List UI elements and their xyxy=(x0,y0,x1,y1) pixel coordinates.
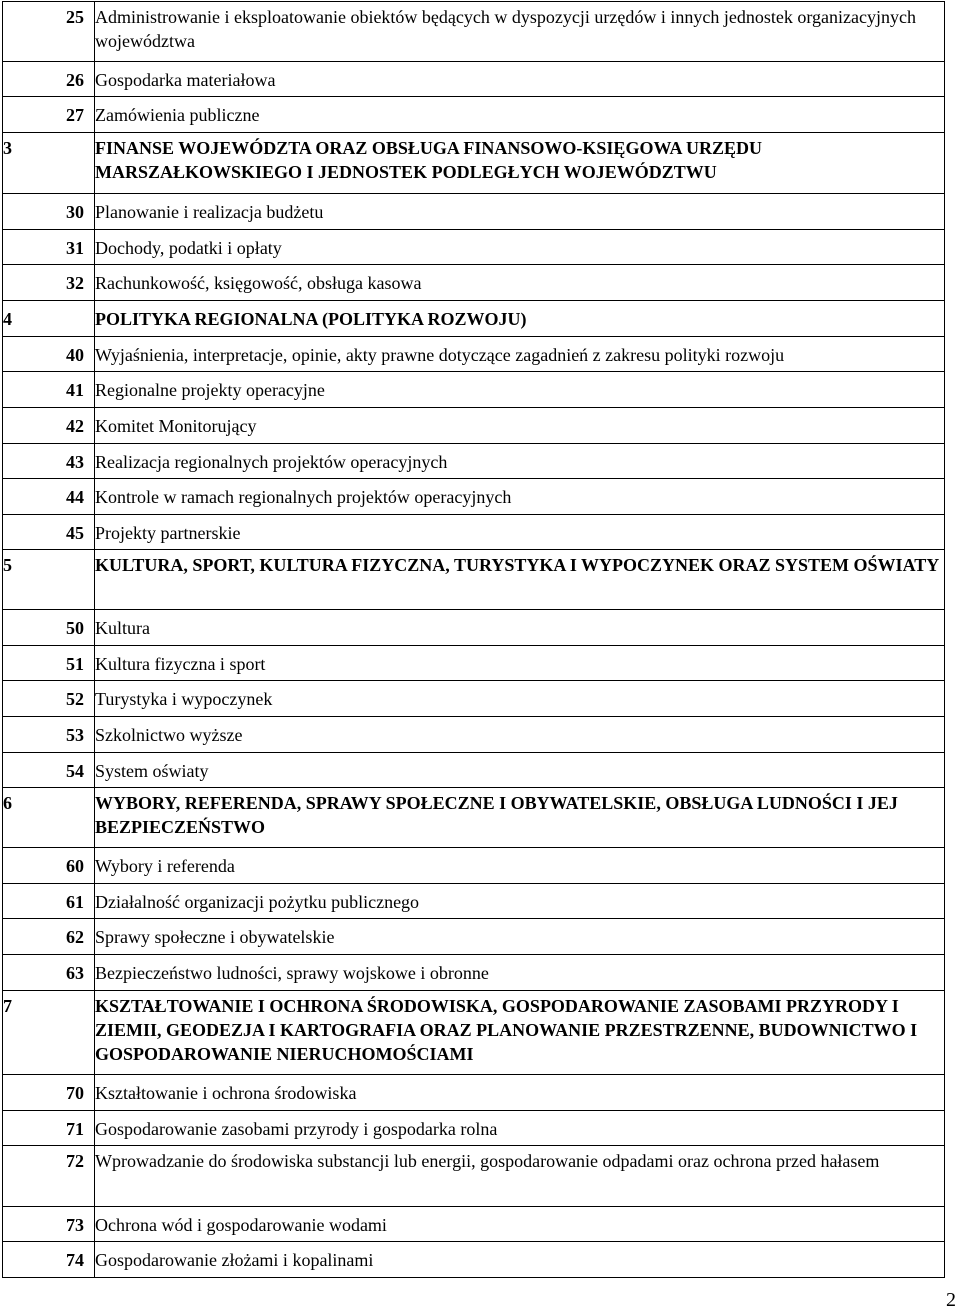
row-code: 70 xyxy=(3,1075,95,1111)
section-row xyxy=(3,788,945,848)
table-row xyxy=(3,337,945,372)
row-code: 54 xyxy=(3,753,95,788)
row-text: Dochody, podatki i opłaty xyxy=(95,230,945,265)
table-row xyxy=(3,717,945,753)
row-text: Kultura xyxy=(95,610,945,646)
table-row xyxy=(3,372,945,408)
row-code: 27 xyxy=(3,97,95,133)
table-row xyxy=(3,753,945,788)
table-row xyxy=(3,610,945,646)
row-text: Gospodarowanie złożami i kopalinami xyxy=(95,1242,945,1278)
row-code: 4 xyxy=(3,301,95,337)
row-text: Kontrole w ramach regionalnych projektów operacyjnych xyxy=(95,479,945,515)
row-text: Komitet Monitorujący xyxy=(95,408,945,444)
row-text: WYBORY, REFERENDA, SPRAWY SPOŁECZNE I OBYWATELSKIE, OBSŁUGA LUDNOŚCI I JEJ BEZPIECZEŃSTWO xyxy=(95,788,945,848)
row-code: 44 xyxy=(3,479,95,515)
row-code: 53 xyxy=(3,717,95,753)
table-row xyxy=(3,97,945,133)
table-row xyxy=(3,1146,945,1207)
row-text: System oświaty xyxy=(95,753,945,788)
table-row xyxy=(3,919,945,955)
row-code: 62 xyxy=(3,919,95,955)
row-code: 51 xyxy=(3,646,95,681)
table-row xyxy=(3,646,945,681)
table-row xyxy=(3,955,945,991)
table-row xyxy=(3,515,945,550)
row-text: Regionalne projekty operacyjne xyxy=(95,372,945,408)
row-text: FINANSE WOJEWÓDZTA ORAZ OBSŁUGA FINANSOWO-KSIĘGOWA URZĘDU MARSZAŁKOWSKIEGO I JEDNOSTEK PODLEGŁYCH WOJEWÓDZTWU xyxy=(95,133,945,194)
row-code: 74 xyxy=(3,1242,95,1278)
row-text: KSZTAŁTOWANIE I OCHRONA ŚRODOWISKA, GOSPODAROWANIE ZASOBAMI PRZYRODY I ZIEMII, GEODEZJA I KARTOGRAFIA ORAZ PLANOWANIE PRZESTRZENNE, BUDOWNICTWO I GOSPODAROWANIE NIERUCHOMOŚCIAMI xyxy=(95,991,945,1075)
row-text: KULTURA, SPORT, KULTURA FIZYCZNA, TURYSTYKA I WYPOCZYNEK ORAZ SYSTEM OŚWIATY xyxy=(95,550,945,610)
row-text: POLITYKA REGIONALNA (POLITYKA ROZWOJU) xyxy=(95,301,945,337)
section-row xyxy=(3,991,945,1075)
table-row xyxy=(3,1242,945,1278)
table-row xyxy=(3,848,945,884)
row-text: Gospodarowanie zasobami przyrody i gospodarka rolna xyxy=(95,1111,945,1146)
row-code: 26 xyxy=(3,62,95,97)
row-text: Kultura fizyczna i sport xyxy=(95,646,945,681)
row-code: 72 xyxy=(3,1146,95,1207)
row-text: Gospodarka materiałowa xyxy=(95,62,945,97)
row-text: Projekty partnerskie xyxy=(95,515,945,550)
row-text: Realizacja regionalnych projektów operacyjnych xyxy=(95,444,945,479)
row-text: Zamówienia publiczne xyxy=(95,97,945,133)
row-code: 61 xyxy=(3,884,95,919)
row-text: Administrowanie i eksploatowanie obiektów będących w dyspozycji urzędów i innych jednostek organizacyjnych województwa xyxy=(95,2,945,62)
row-code: 40 xyxy=(3,337,95,372)
table-row xyxy=(3,2,945,62)
row-text: Ochrona wód i gospodarowanie wodami xyxy=(95,1207,945,1242)
row-code: 32 xyxy=(3,265,95,301)
row-code: 50 xyxy=(3,610,95,646)
page-number: 2 xyxy=(946,1289,956,1311)
row-code: 7 xyxy=(3,991,95,1075)
row-code: 3 xyxy=(3,133,95,194)
row-code: 6 xyxy=(3,788,95,848)
section-row xyxy=(3,133,945,194)
table-row xyxy=(3,1207,945,1242)
row-text: Wybory i referenda xyxy=(95,848,945,884)
table-row xyxy=(3,1111,945,1146)
row-code: 41 xyxy=(3,372,95,408)
table-row xyxy=(3,1075,945,1111)
section-row xyxy=(3,550,945,610)
row-text: Szkolnictwo wyższe xyxy=(95,717,945,753)
row-code: 60 xyxy=(3,848,95,884)
row-text: Turystyka i wypoczynek xyxy=(95,681,945,717)
table-row xyxy=(3,194,945,230)
row-code: 71 xyxy=(3,1111,95,1146)
table-row xyxy=(3,479,945,515)
table-row xyxy=(3,681,945,717)
row-text: Wprowadzanie do środowiska substancji lub energii, gospodarowanie odpadami oraz ochrona przed hałasem xyxy=(95,1146,945,1207)
row-code: 5 xyxy=(3,550,95,610)
table-row xyxy=(3,265,945,301)
row-code: 52 xyxy=(3,681,95,717)
row-text: Rachunkowość, księgowość, obsługa kasowa xyxy=(95,265,945,301)
row-code: 73 xyxy=(3,1207,95,1242)
row-text: Wyjaśnienia, interpretacje, opinie, akty prawne dotyczące zagadnień z zakresu polityki rozwoju xyxy=(95,337,945,372)
row-text: Działalność organizacji pożytku publicznego xyxy=(95,884,945,919)
row-text: Kształtowanie i ochrona środowiska xyxy=(95,1075,945,1111)
table-body xyxy=(3,2,945,1278)
row-code: 45 xyxy=(3,515,95,550)
table-row xyxy=(3,408,945,444)
row-code: 63 xyxy=(3,955,95,991)
table-row xyxy=(3,62,945,97)
document-table xyxy=(2,1,945,1278)
row-code: 42 xyxy=(3,408,95,444)
table-row xyxy=(3,230,945,265)
row-code: 30 xyxy=(3,194,95,230)
table-row xyxy=(3,884,945,919)
row-text: Planowanie i realizacja budżetu xyxy=(95,194,945,230)
row-code: 25 xyxy=(3,2,95,62)
section-row xyxy=(3,301,945,337)
row-text: Bezpieczeństwo ludności, sprawy wojskowe i obronne xyxy=(95,955,945,991)
row-text: Sprawy społeczne i obywatelskie xyxy=(95,919,945,955)
row-code: 31 xyxy=(3,230,95,265)
table-row xyxy=(3,444,945,479)
row-code: 43 xyxy=(3,444,95,479)
